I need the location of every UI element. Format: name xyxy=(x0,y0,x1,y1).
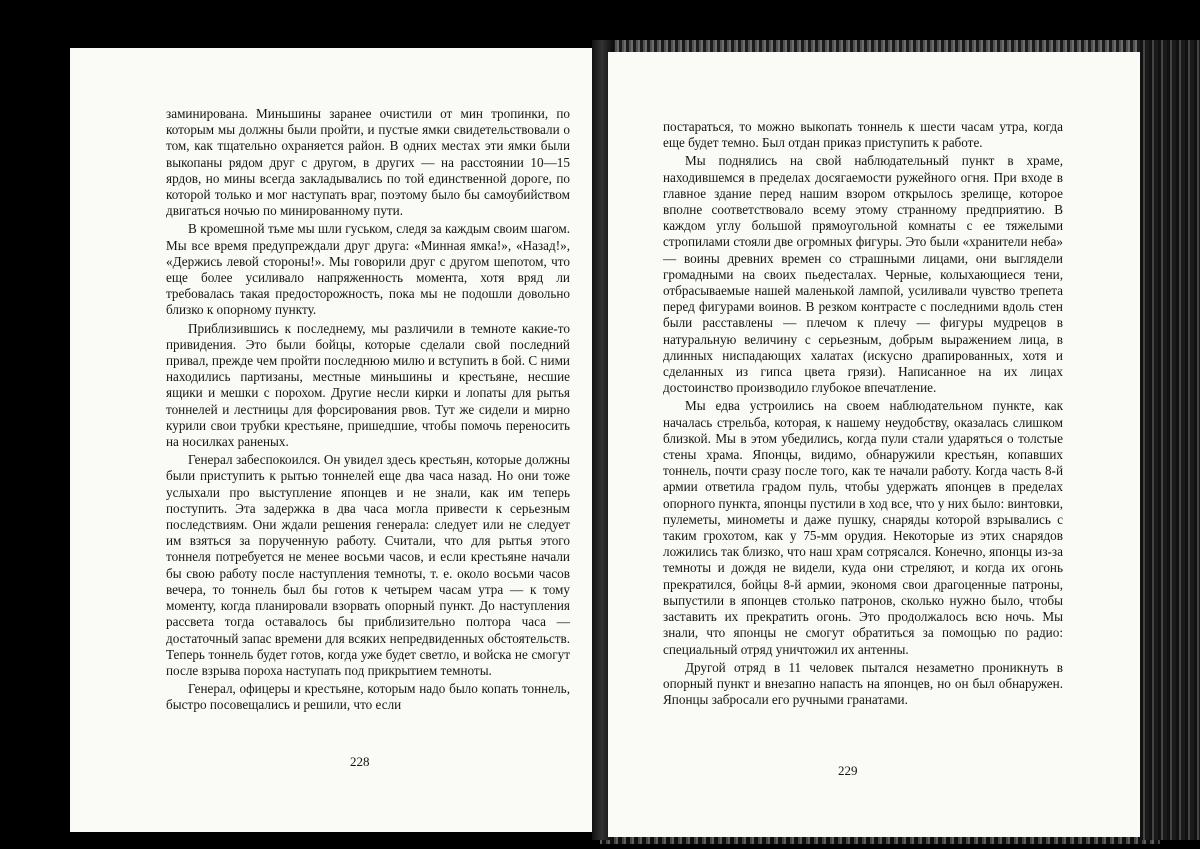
paragraph: Генерал, офицеры и крестьяне, которым надо было копать тоннель, быстро посовещались и решили, что если xyxy=(166,681,570,713)
paragraph: Другой отряд в 11 человек пытался незаметно проникнуть в опорный пункт и внезапно напасть на японцев, но он был обнаружен. Японцы забросали его ручными гранатами. xyxy=(663,659,1063,708)
page-number: 229 xyxy=(838,763,858,778)
left-page xyxy=(70,48,598,832)
scan-edge-right xyxy=(1140,40,1200,840)
page-number: 228 xyxy=(350,754,370,769)
paragraph: Генерал забеспокоился. Он увидел здесь крестьян, которые должны были приступить к рытью тоннелей еще два часа назад. Но они тоже услыхали про выступление японцев и не знали, как им теперь поступить. Эта задержка в два часа могла привести к серьезным последствиям. Они ждали решения генерала: следует или не следует им взяться за порученную работу. Считали, что для рытья этого тоннеля потребуется не менее восьми часов, и если крестьяне начали бы свою работу после наступления темноты, т. е. около восьми часов вечера, то тоннель был бы готов к четырем часам утра — к тому моменту, когда планировали взорвать опорный пункт. До наступления рассвета тогда оставалось бы приблизительно полтора часа — достаточный запас времени для всяких непредвиденных обстоятельств. Теперь тоннель будет готов, когда уже будет светло, и войска не смогут после взрыва пороха наступать под прикрытием темноты. xyxy=(166,452,570,678)
right-page-text xyxy=(663,119,1063,708)
left-page-text xyxy=(166,106,570,714)
paragraph: Приблизившись к последнему, мы различили в темноте какие-то привидения. Это были бойцы, которые сделали свой последний привал, прежде чем пройти последнюю милю и вступить в бой. С ними находились партизаны, местные миньшины и крестьяне, несшие ящики и мешки с порохом. Другие несли кирки и лопаты для рытья тоннелей и лестницы для форсирования рвов. Тут же сидели и мирно курили свои трубки крестьяне, пришедшие, чтобы помочь переносить на носилках раненых. xyxy=(166,320,570,450)
paragraph: заминирована. Миньшины заранее очистили от мин тропинки, по которым мы должны были пройти, и пустые ямки свидетельствовали о том, как тщательно охраняется район. В одних местах эти ямки были выкопаны рядом друг с другом, в других — на расстоянии 10—15 ярдов, но мины всегда закладывались по той единственной дороге, по которой только и мог наступать враг, поэтому было бы самоубийством двигаться ночью по минированному пути. xyxy=(166,106,570,219)
paragraph: постараться, то можно выкопать тоннель к шести часам утра, когда еще будет темно. Был отдан приказ приступить к работе. xyxy=(663,119,1063,151)
paragraph: В кромешной тьме мы шли гуськом, следя за каждым своим шагом. Мы все время предупреждали друг друга: «Минная ямка!», «Назад!», «Держись левой стороны!». Мы говорили друг с другом шепотом, что еще более усиливало напряженность момента, хотя вряд ли требовалась такая предосторожность, пока мы не подошли довольно близко к опорному пункту. xyxy=(166,221,570,318)
paragraph: Мы едва устроились на своем наблюдательном пункте, как началась стрельба, которая, к нашему неудобству, оказалась слишком близкой. Мы в этом убедились, когда пули стали ударяться о толстые стены храма. Японцы, видимо, обнаружили крестьян, копавших тоннель, почти сразу после того, как те начали работу. Когда часть 8-й армии ответила градом пуль, чтобы удержать японцев в пределах опорного пункта, японцы пустили в ход все, что у них было: винтовки, пулеметы, минометы и даже пушку, снаряды которой взрывались с таким грохотом, как у 75-мм орудия. Некоторые из этих снарядов ложились так близко, что наш храм сотрясался. Конечно, японцы из-за темноты и дождя не видели, куда они стреляют, и когда их огонь прекратился, бойцы 8-й армии, экономя свои драгоценные патроны, выпустили в японцев столько патронов, сколько нужно было, чтобы заставить их прекратить огонь. Это продолжалось всю ночь. Мы знали, что японцы не смогут обратиться за помощью по радио: специальный отряд уничтожил их антенны. xyxy=(663,398,1063,657)
paragraph: Мы поднялись на свой наблюдательный пункт в храме, находившемся в пределах досягаемости ружейного огня. При входе в главное здание перед нашим взором открылось зрелище, которое вполне соответствовало всему этому странному предприятию. В каждом углу большой прямоугольной комнаты с ее тяжелыми стропилами стояли две огромных фигуры. Это были «хранители неба» — воины древних времен со страшными лицами, они выглядели громадными на своих пьедесталах. Черные, колыхающиеся тени, отбрасываемые нашей маленькой лампой, усиливали чувство трепета перед фигурами воинов. В резком контрасте с последними вдоль стен были расставлены — плечом к плечу — фигуры мудрецов в натуральную величину с серьезным, добрым выражением лица, в длинных ниспадающих халатах (искусно драпированных, хотя и сделанных из гипса цвета грязи). Написанное на их лицах достоинство производило глубокое впечатление. xyxy=(663,153,1063,396)
right-page xyxy=(608,52,1140,837)
